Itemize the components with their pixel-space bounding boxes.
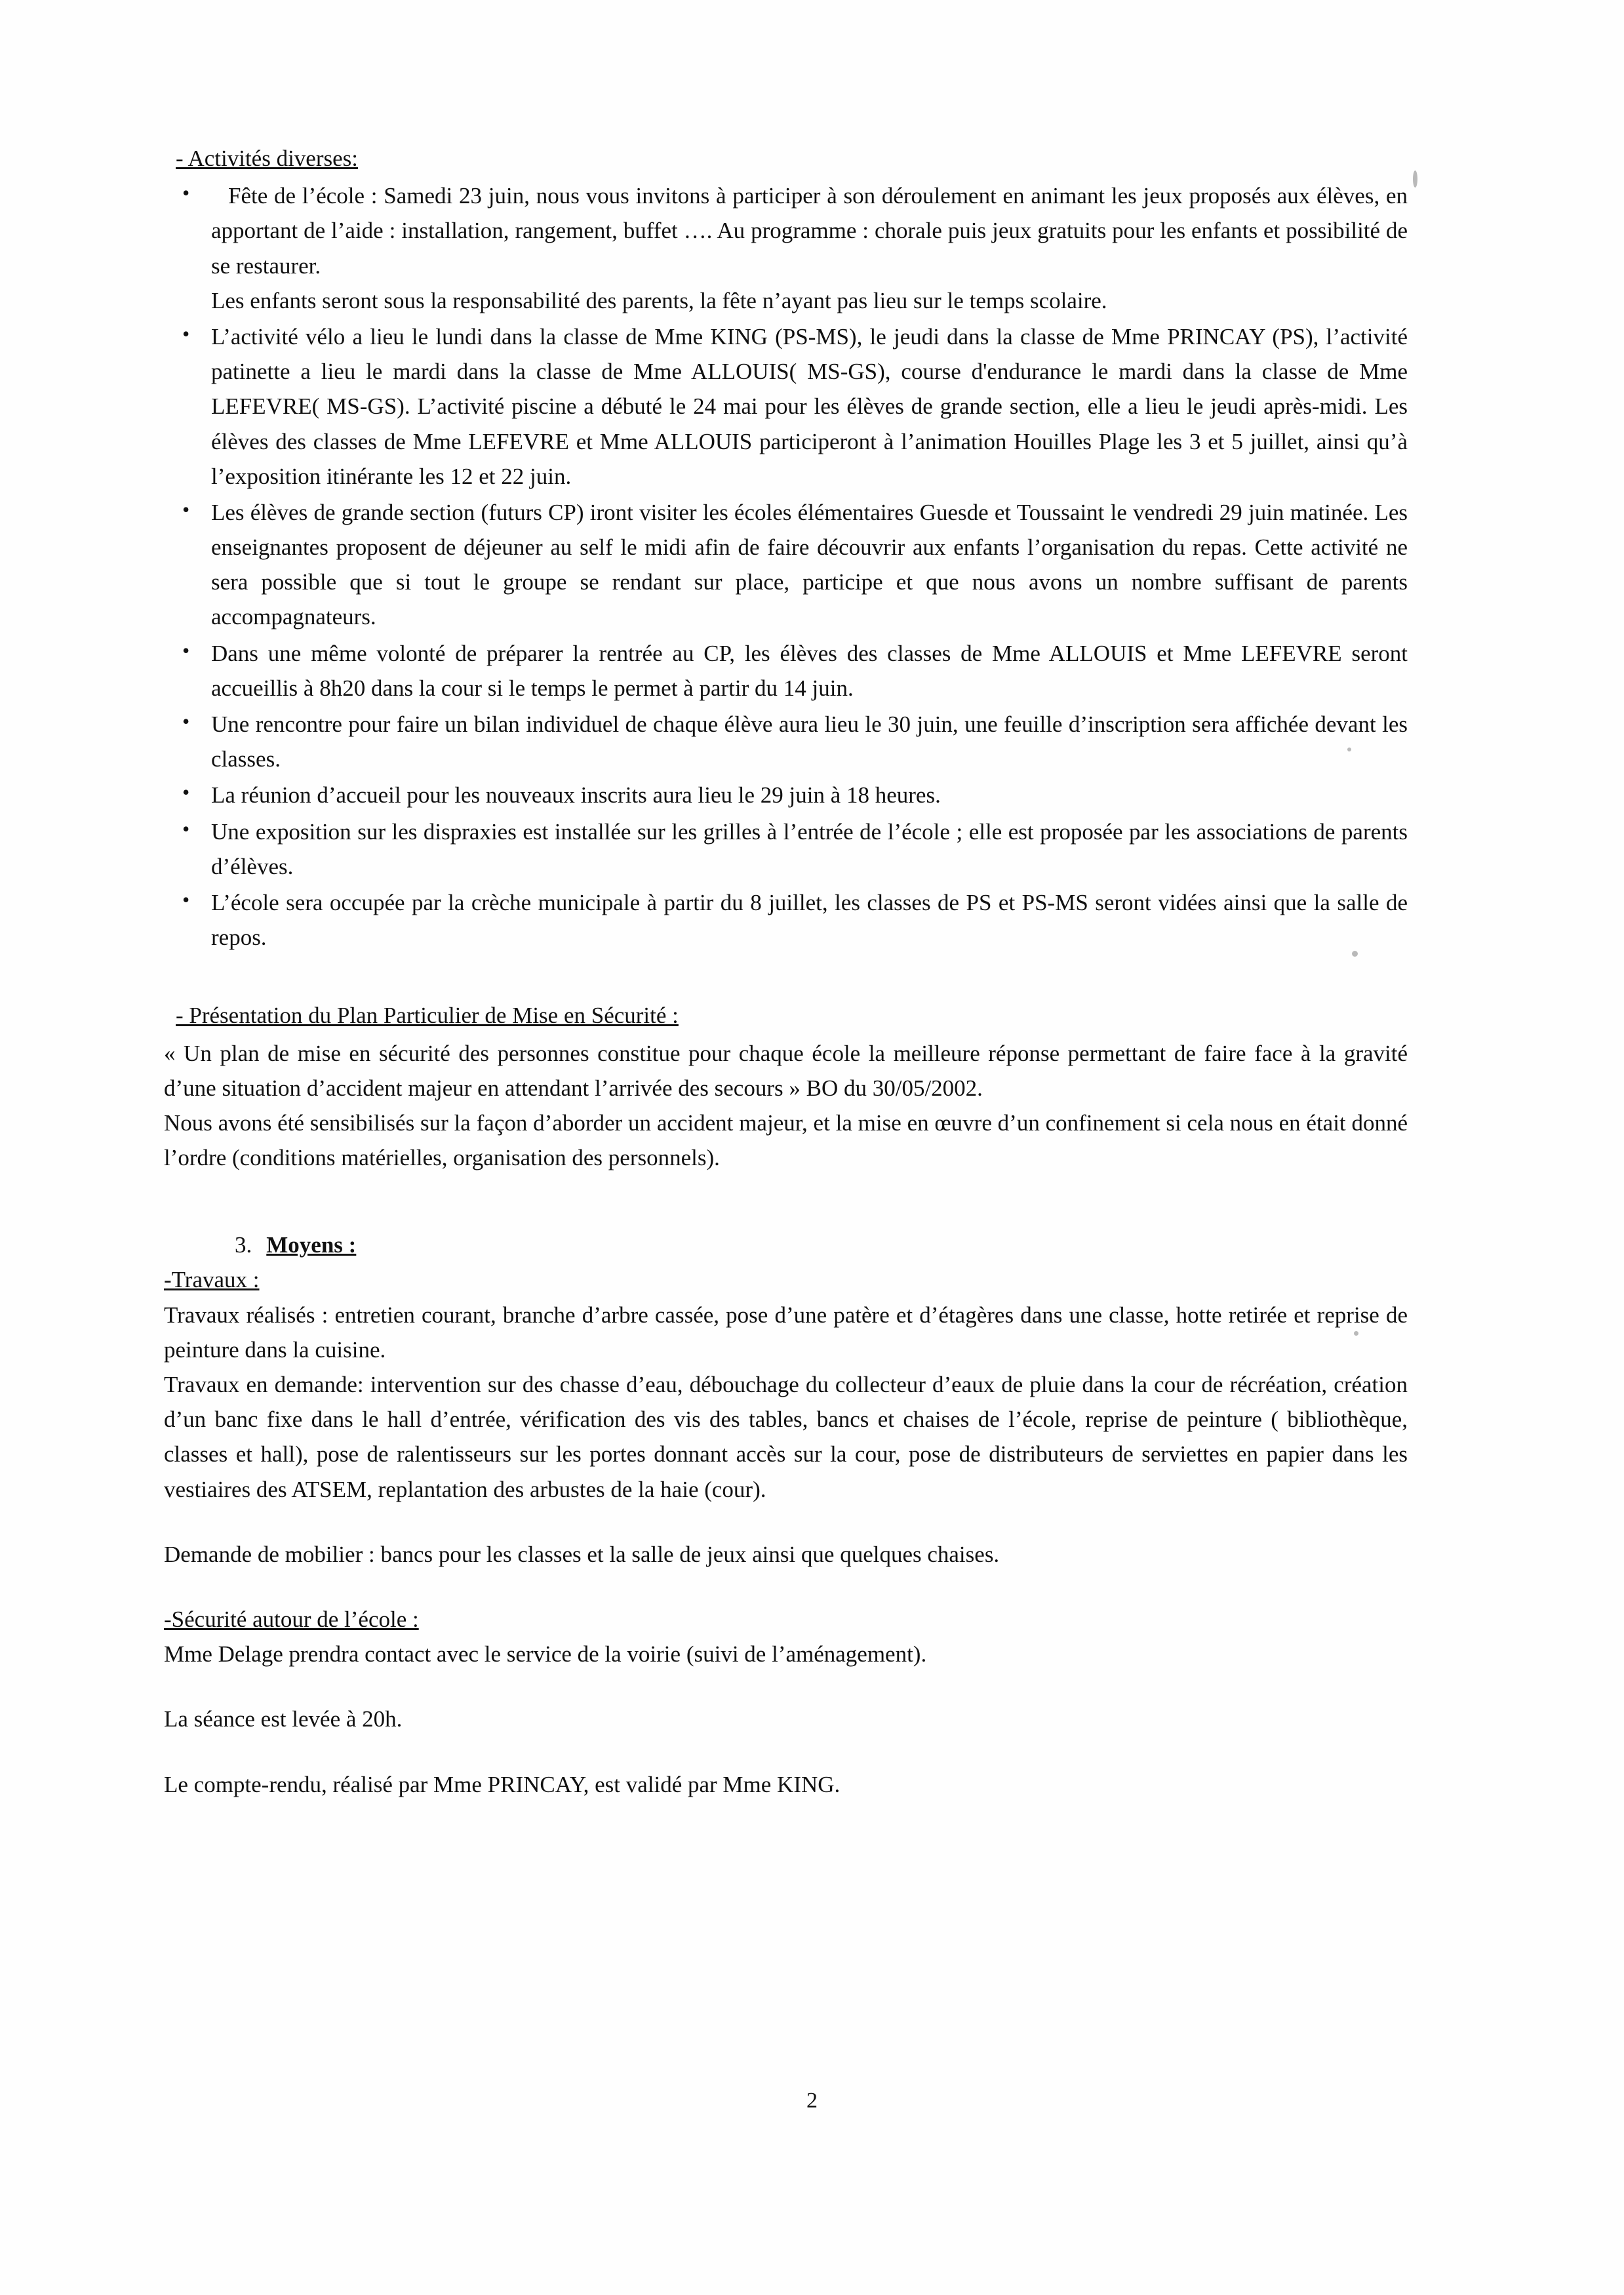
demande-mobilier-paragraph: Demande de mobilier : bancs pour les classes et la salle de jeux ainsi que quelques chaises. bbox=[164, 1541, 1000, 1567]
section-number: 3. bbox=[235, 1232, 252, 1258]
bullet-paragraph: • L’activité vélo a lieu le lundi dans la classe de Mme KING (PS-MS), le jeudi dans la classe de Mme PRINCAY (PS), l’activité patinette a lieu le mardi dans la classe de Mme ALLOUIS( MS-GS), course d'endurance le mardi dans la classe de Mme LEFEVRE( MS-GS). L’activité piscine a débuté le 24 mai pour les élèves de grande section, elle a lieu le jeudi après-midi. Les élèves des classes de Mme LEFEVRE et Mme ALLOUIS participeront à l’animation Houilles Plage les 3 et 5 juillet, ainsi qu’à l’exposition itinérante les 12 et 22 juin. bbox=[211, 323, 1408, 489]
scan-speck bbox=[1354, 1331, 1358, 1336]
subheading-travaux: -Travaux : bbox=[164, 1267, 260, 1293]
section-title-text: Moyens : bbox=[266, 1232, 357, 1258]
list-item-exposition-dyspraxies bbox=[164, 814, 1408, 884]
bullet-paragraph: • Fête de l’école : Samedi 23 juin, nous vous invitons à participer à son déroulement en animant les jeux proposés aux élèves, en apportant de l’aide : installation, rangement, buffet …. Au programme : chorale puis jeux gratuits pour les enfants et possibilité de se restaurer. bbox=[211, 183, 1408, 279]
spacer bbox=[164, 1572, 1408, 1602]
seance-levee-paragraph: La séance est levée à 20h. bbox=[164, 1706, 403, 1732]
page-number: 2 bbox=[806, 2088, 818, 2113]
bullet-paragraph: • Une exposition sur les dispraxies est installée sur les grilles à l’entrée de l’école ; elle est proposée par les associations de parents d’élèves. bbox=[211, 818, 1408, 879]
list-item-rentree-cp bbox=[164, 636, 1408, 706]
list-item-activite-velo bbox=[164, 319, 1408, 494]
spacer bbox=[164, 1737, 1408, 1767]
bullet-paragraph: • Les élèves de grande section (futurs CP) iront visiter les écoles élémentaires Guesde et Toussaint le vendredi 29 juin matinée. Les enseignantes proposent de déjeuner au self le midi afin de faire découvrir aux enfants l’organisation du repas. Cette activité ne sera possible que si tout le groupe se rendant sur place, participe et que nous avons un nombre suffisant de parents accompagnateurs. bbox=[211, 499, 1408, 630]
subheading-securite: -Sécurité autour de l’école : bbox=[164, 1606, 419, 1632]
compte-rendu-paragraph: Le compte-rendu, réalisé par Mme PRINCAY, est validé par Mme KING. bbox=[164, 1771, 841, 1797]
list-item-reunion-accueil bbox=[164, 778, 1408, 812]
travaux-demande-paragraph: Travaux en demande: intervention sur des chasse d’eau, débouchage du collecteur d’eaux de pluie dans la cour de récréation, création d’un banc fixe dans le hall d’entrée, vérification des vis des tables, bancs et chaises de l’école, reprise de peinture ( bibliothèque, classes et hall), pose de ralentisseurs sur les portes donnant accès sur la cour, pose de distributeurs de serviettes en papier dans les vestiaires des ATSEM, replantation des arbustes de la haie (cour). bbox=[164, 1372, 1408, 1502]
list-item-creche-municipale bbox=[164, 885, 1408, 955]
document-body bbox=[164, 141, 1408, 1802]
spacer bbox=[164, 1671, 1408, 1702]
scan-speck bbox=[1413, 170, 1417, 188]
spacer bbox=[164, 1175, 1408, 1227]
list-item-fete-ecole bbox=[164, 178, 1408, 318]
spacer bbox=[164, 956, 1408, 998]
section-heading-moyens bbox=[164, 1227, 1408, 1262]
list-item-rencontre-bilan bbox=[164, 707, 1408, 776]
ppms-paragraph-1: « Un plan de mise en sécurité des personnes constitue pour chaque école la meilleure réponse permettant de faire face à la gravité d’une situation d’accident majeur en attendant l’arrivée des secours » BO du 30/05/2002. bbox=[164, 1040, 1408, 1101]
activites-bullet-list bbox=[164, 178, 1408, 955]
spacer bbox=[164, 1507, 1408, 1537]
travaux-realises-paragraph: Travaux réalisés : entretien courant, branche d’arbre cassée, pose d’une patère et d’étagères dans une classe, hotte retirée et reprise de peinture dans la cuisine. bbox=[164, 1302, 1408, 1363]
ppms-paragraph-2: Nous avons été sensibilisés sur la façon d’aborder un accident majeur, et la mise en œuvre d’un confinement si cela nous en était donné l’ordre (conditions matérielles, organisation des personnels). bbox=[164, 1109, 1408, 1171]
securite-paragraph: Mme Delage prendra contact avec le service de la voirie (suivi de l’aménagement). bbox=[164, 1641, 927, 1667]
bullet-paragraph: • La réunion d’accueil pour les nouveaux inscrits aura lieu le 29 juin à 18 heures. bbox=[211, 782, 941, 808]
section-heading-activites: - Activités diverses: bbox=[176, 146, 359, 171]
section-heading-ppms: - Présentation du Plan Particulier de Mise en Sécurité : bbox=[176, 1003, 679, 1029]
bullet-paragraph: • Une rencontre pour faire un bilan individuel de chaque élève aura lieu le 30 juin, une feuille d’inscription sera affichée devant les classes. bbox=[211, 711, 1408, 772]
bullet-paragraph: • L’école sera occupée par la crèche municipale à partir du 8 juillet, les classes de PS et PS-MS seront vidées ainsi que la salle de repos. bbox=[211, 889, 1408, 951]
bullet-paragraph: • Dans une même volonté de préparer la rentrée au CP, les élèves des classes de Mme ALLOUIS et Mme LEFEVRE seront accueillis à 8h20 dans la cour si le temps le permet à partir du 14 juin. bbox=[211, 640, 1408, 701]
bullet-paragraph: Les enfants seront sous la responsabilité des parents, la fête n’ayant pas lieu sur le temps scolaire. bbox=[211, 287, 1107, 313]
list-item-visite-ecoles bbox=[164, 495, 1408, 635]
